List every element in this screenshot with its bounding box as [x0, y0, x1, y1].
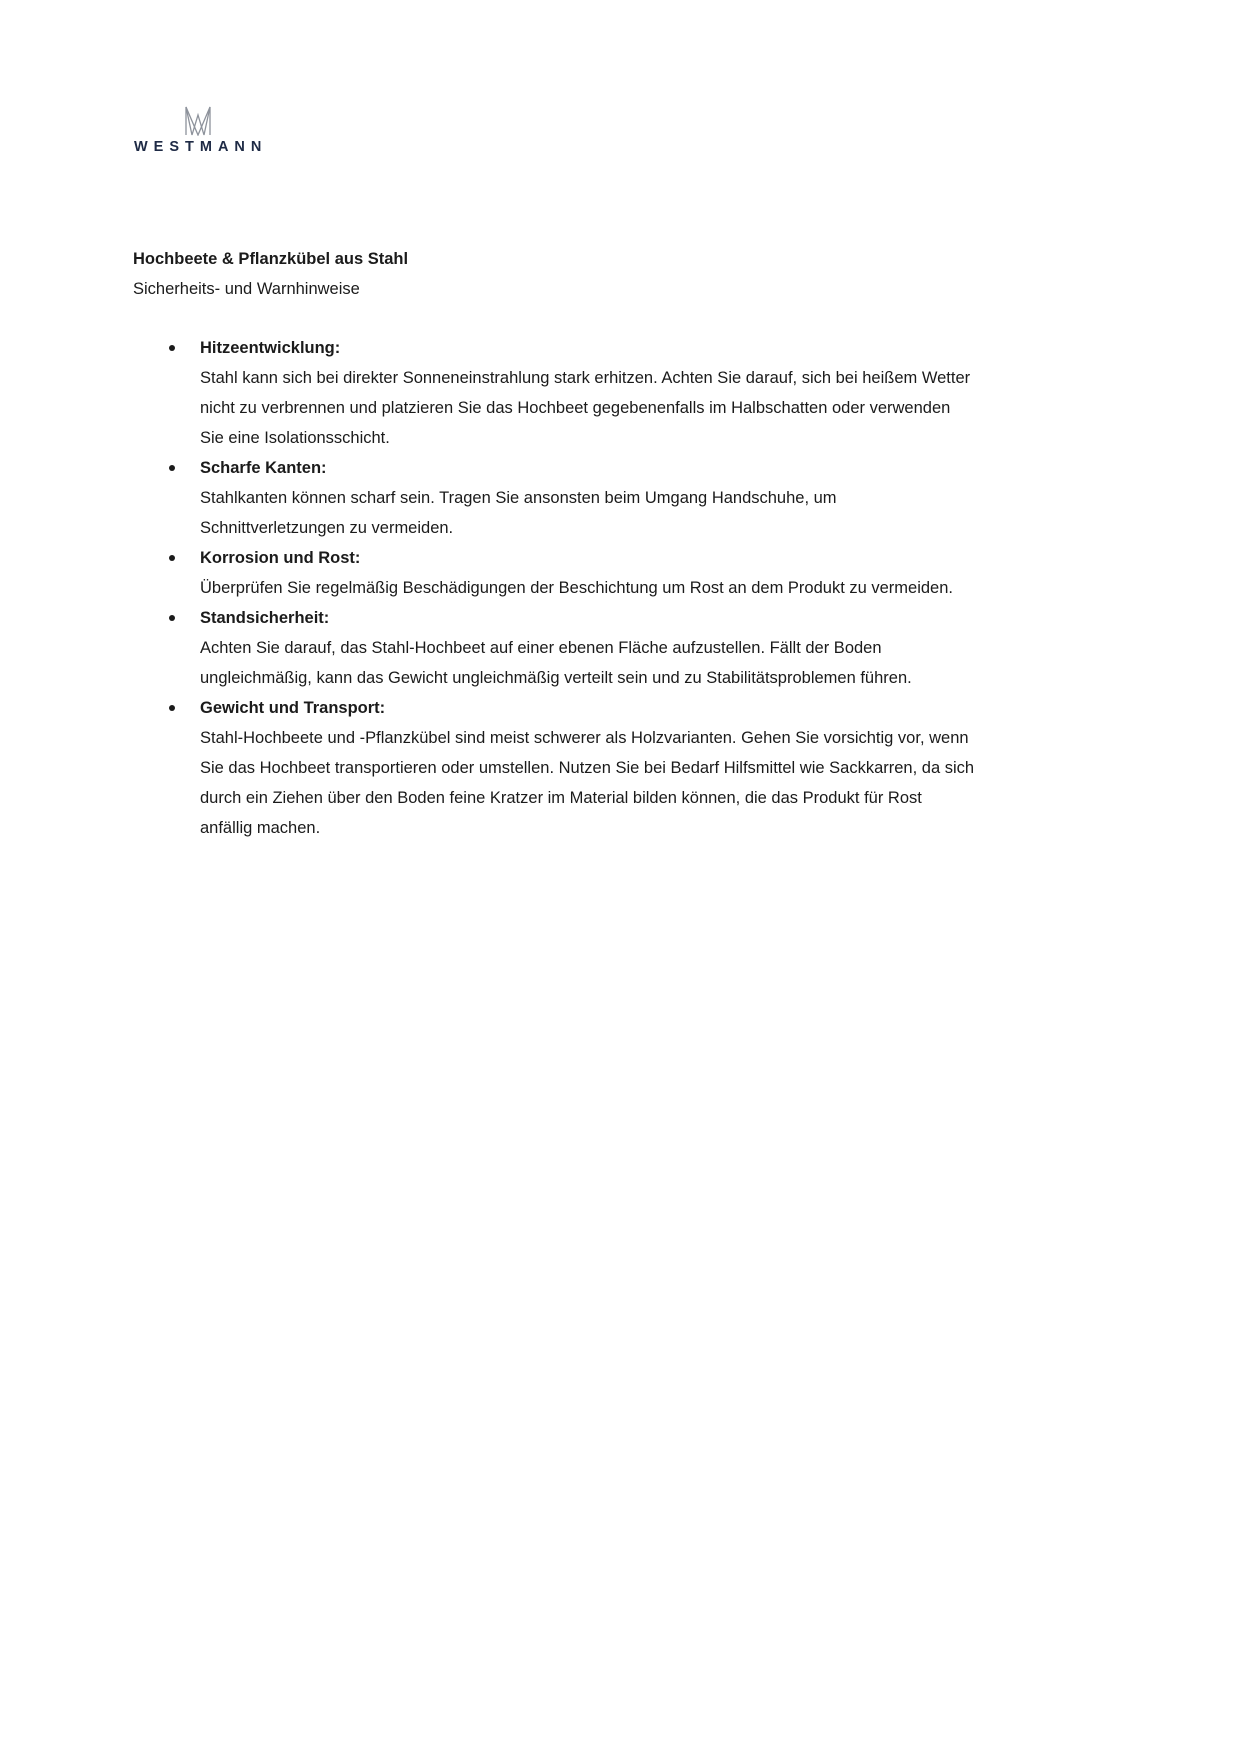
bullet-marker-icon [169, 345, 175, 351]
bullet-marker-icon [169, 555, 175, 561]
warning-list-item [133, 603, 978, 693]
warning-list-item [133, 453, 978, 543]
warning-list-item [133, 693, 978, 843]
warning-item-heading: Korrosion und Rost: [200, 549, 361, 567]
warning-item-body: Achten Sie darauf, das Stahl-Hochbeet auf einer ebenen Fläche aufzustellen. Fällt der Boden ungleichmäßig, kann das Gewicht ungleichmäßig verteilt sein und zu Stabilitätsproblemen führen. [200, 639, 912, 687]
westmann-monogram-icon [185, 106, 211, 136]
bullet-marker-icon [169, 465, 175, 471]
warning-list [133, 333, 978, 843]
warning-item-heading: Scharfe Kanten: [200, 459, 327, 477]
warning-item-body: Stahlkanten können scharf sein. Tragen Sie ansonsten beim Umgang Handschuhe, um Schnittverletzungen zu vermeiden. [200, 489, 837, 537]
document-title: Hochbeete & Pflanzkübel aus Stahl [133, 250, 409, 268]
warning-item-heading: Standsicherheit: [200, 609, 330, 627]
warning-item-heading: Gewicht und Transport: [200, 699, 386, 717]
document-content [133, 244, 978, 843]
warning-list-item [133, 543, 978, 603]
warning-list-item [133, 333, 978, 453]
warning-item-body: Stahl-Hochbeete und -Pflanzkübel sind meist schwerer als Holzvarianten. Gehen Sie vorsichtig vor, wenn Sie das Hochbeet transportieren oder umstellen. Nutzen Sie bei Bedarf Hilfsmittel wie Sackkarren, da sich durch ein Ziehen über den Boden feine Kratzer im Material bilden können, die das Produkt für Rost anfällig machen. [200, 729, 975, 837]
document-subtitle: Sicherheits- und Warnhinweise [133, 280, 360, 298]
brand-name: WESTMANN [134, 139, 268, 155]
bullet-marker-icon [169, 705, 175, 711]
warning-item-body: Stahl kann sich bei direkter Sonneneinstrahlung stark erhitzen. Achten Sie darauf, sich bei heißem Wetter nicht zu verbrennen und platzieren Sie das Hochbeet gegebenenfalls im Halbschatten oder verwenden Sie eine Isolationsschicht. [200, 369, 971, 447]
bullet-marker-icon [169, 615, 175, 621]
warning-item-body: Überprüfen Sie regelmäßig Beschädigungen der Beschichtung um Rost an dem Produkt zu vermeiden. [200, 579, 953, 597]
warning-item-heading: Hitzeentwicklung: [200, 339, 341, 357]
brand-logo [134, 106, 268, 155]
